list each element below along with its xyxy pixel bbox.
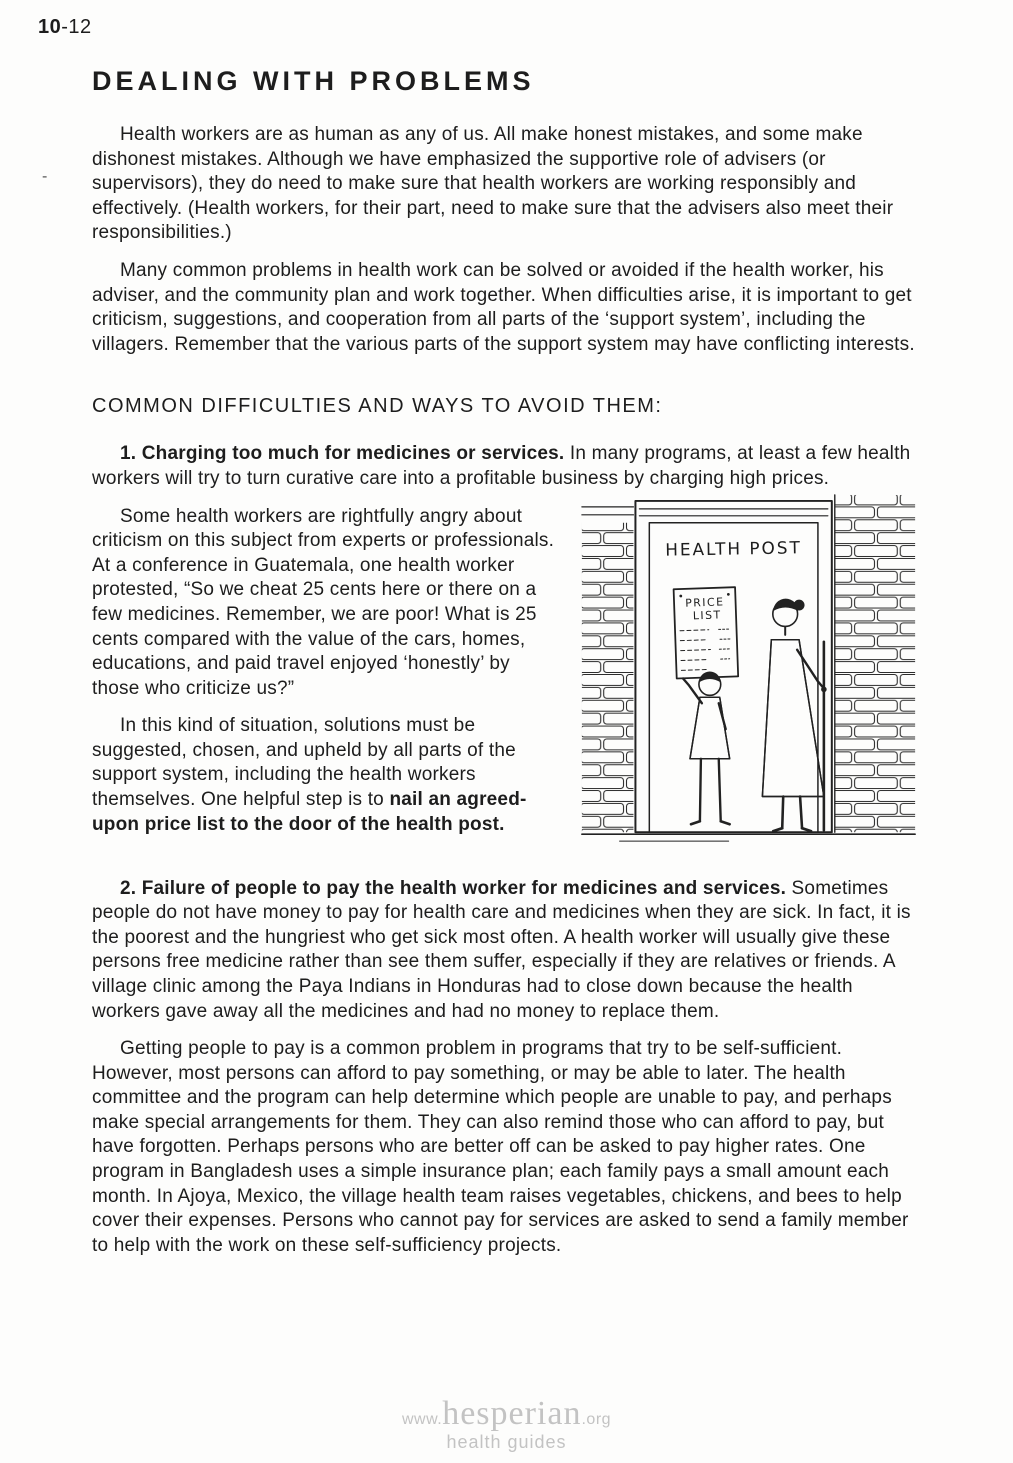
item1-lead-rest: In many programs, at least a few health workers will try to turn curative care into a profitable business by charging high prices. <box>92 443 911 489</box>
item1-p3-bold: nail an agreed-upon price list to the door of the health post. <box>92 789 527 835</box>
child-figure <box>683 671 730 824</box>
intro-paragraph-2: Many common problems in health work can be solved or avoided if the health worker, his adviser, and the community plan and work together. When difficulties arise, it is important to get criticism, suggestions, and cooperation from all parts of the ‘support system’, including the villagers. Remember that the various parts of the support system may have conflicting interests. <box>92 259 915 355</box>
health-worker-figure <box>762 598 826 831</box>
price-list-entries <box>680 629 731 670</box>
watermark-url <box>0 1397 1013 1431</box>
section-heading: COMMON DIFFICULTIES AND WAYS TO AVOID THEM: <box>92 395 663 418</box>
health-post-drawing <box>576 493 921 855</box>
item1-paragraph-2: Some health workers are rightfully angry about criticism on this subject from experts or professionals. At a conference in Guatemala, one health worker protested, “So we cheat 25 cents here or there on a few medicines. Remember, we are poor! What is 25 cents compared with the value of the cars, homes, educations, and paid travel enjoyed ‘honestly’ by those who criticize us?” <box>92 505 555 699</box>
ground-line <box>582 834 915 841</box>
page-number-chapter: 10 <box>38 16 62 38</box>
item2-lead-rest: Sometimes people do not have money to pay for health care and medicines when they are sick. In fact, it is the poorest and the hungriest who get sick most often. A health worker will usually give these persons free medicine rather than see them suffer, especially if they are relatives or friends. A village clinic among the Paya Indians in Honduras had to close down because the health workers gave away all the medicines and had no money to replace them. <box>92 877 911 1022</box>
watermark-tagline: health guides <box>446 1432 567 1452</box>
price-list-title-line1: PRICE <box>684 594 725 610</box>
page-number <box>38 16 92 39</box>
watermark-www: www. <box>401 1411 443 1428</box>
page-content <box>92 66 921 1271</box>
illustrated-section <box>92 505 921 859</box>
watermark-name: hesperian <box>442 1395 582 1432</box>
price-list-title-line2: LIST <box>692 607 722 622</box>
item2-paragraph-2: Getting people to pay is a common problem in programs that try to be self-sufficient. However, most persons can afford to pay something, or may be able to later. The health committee and the program can help determine which people are unable to pay, and perhaps make special arrangements for them. They can also remind those who can afford to pay, but have forgotten. Perhaps persons who are better off can be asked to pay higher rates. One program in Bangladesh uses a simple insurance plan; each family pays a small amount each month. In Ajoya, Mexico, the village health team raises vegetables, chickens, and bees to help cover their expenses. Persons who cannot pay for services are asked to send a family member to help with the work on these self-sufficiency projects. <box>92 1038 909 1256</box>
item1-lead-bold: 1. Charging too much for medicines or services. <box>120 443 565 465</box>
watermark <box>0 1397 1013 1451</box>
price-list-paper <box>674 587 739 678</box>
stray-margin-mark: - <box>42 168 48 185</box>
item1-lead-paragraph <box>92 442 921 491</box>
page-title: DEALING WITH PROBLEMS <box>92 66 535 96</box>
item1-p3-text: In this kind of situation, solutions must be suggested, chosen, and upheld by all parts of the support system, including the health workers themselves. One helpful step is to <box>92 715 516 811</box>
watermark-org: .org <box>581 1411 612 1428</box>
intro-paragraph-1: Health workers are as human as any of us. All make honest mistakes, and some make dishonest mistakes. Although we have emphasized the supportive role of advisers (or supervisors), they do need to make sure that health workers are working responsibly and effectively. (Health workers, for their part, need to make sure that the advisers also meet their responsibilities.) <box>92 124 894 244</box>
brick-wall-right <box>835 495 915 832</box>
brick-wall-left <box>582 506 634 831</box>
health-post-sign: HEALTH POST <box>665 536 802 560</box>
item2-lead-bold: 2. Failure of people to pay the health worker for medicines and services. <box>120 877 787 899</box>
page-number-rest: -12 <box>61 16 92 38</box>
item2-lead-paragraph <box>92 877 921 1025</box>
health-post-illustration <box>576 493 921 855</box>
